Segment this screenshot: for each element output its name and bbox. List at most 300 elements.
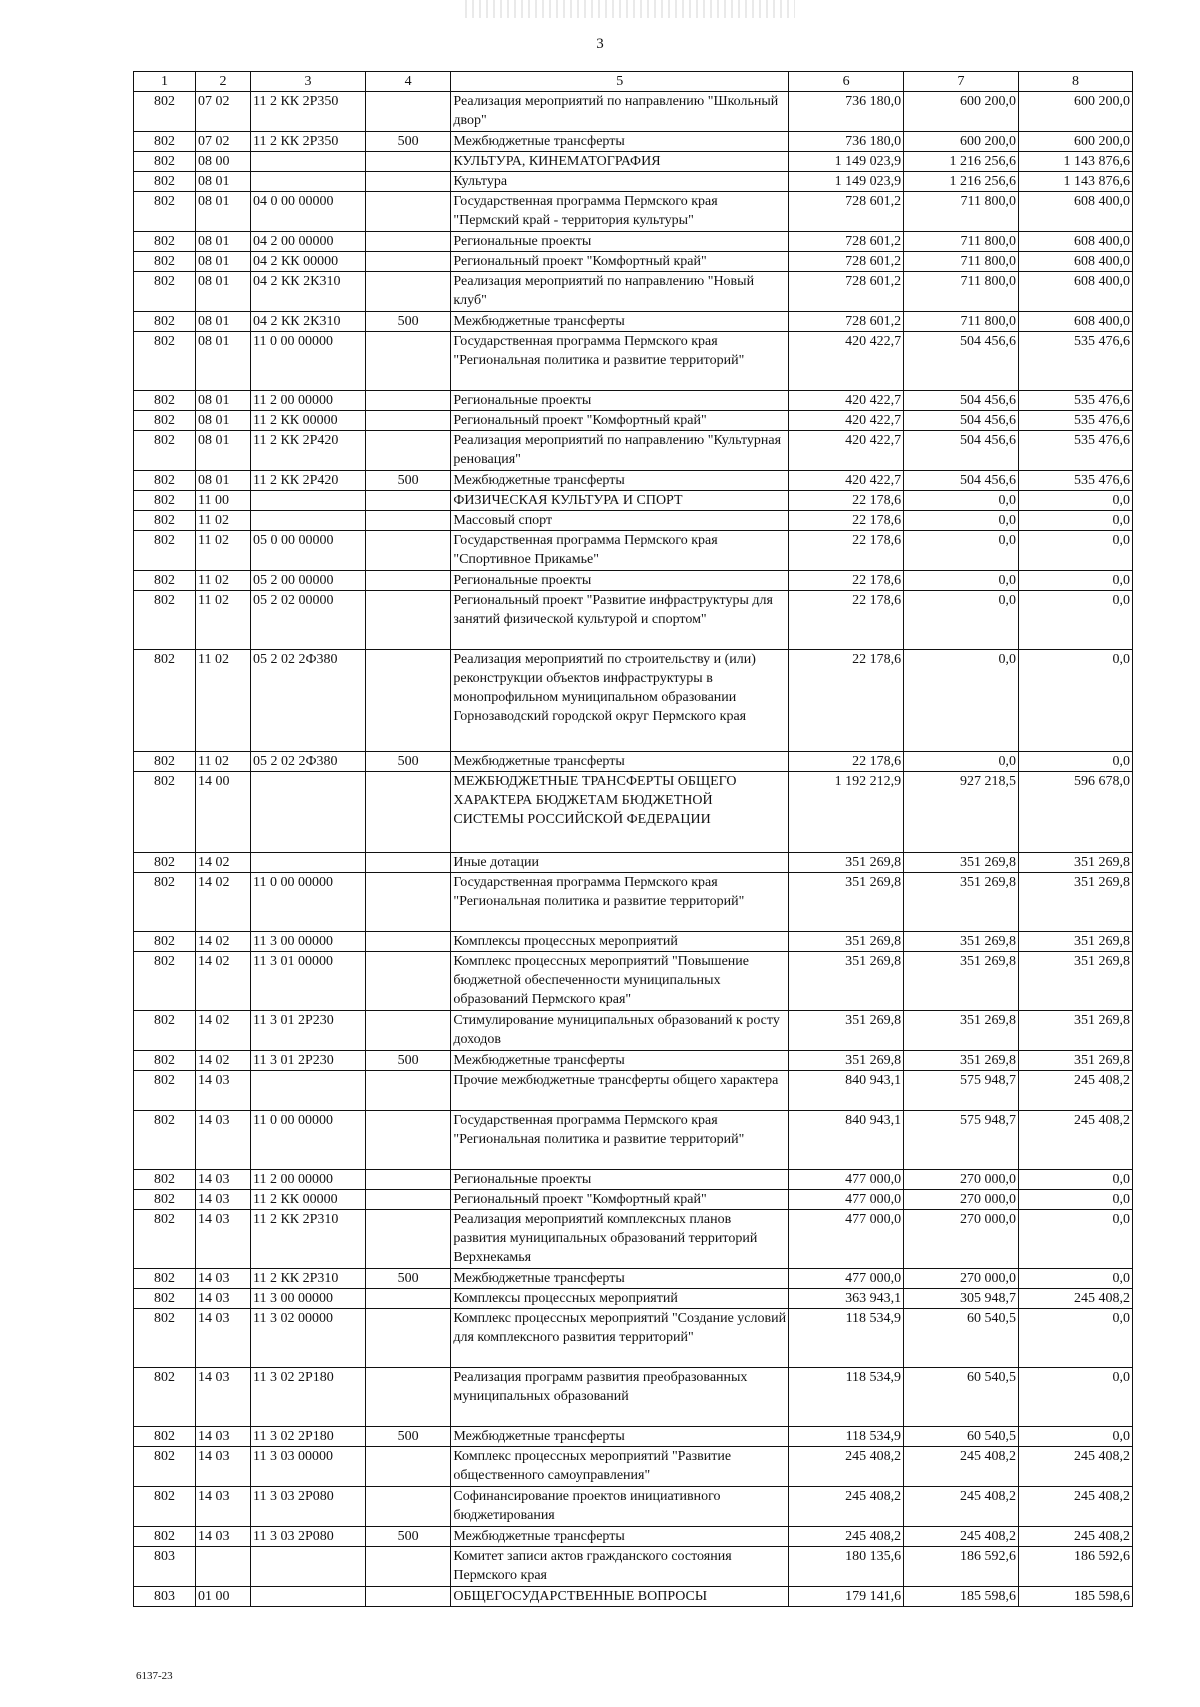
amount-year3-cell: 245 408,2 bbox=[1019, 1447, 1133, 1487]
table-row bbox=[134, 431, 1133, 471]
description-cell: Комплексы процессных мероприятий bbox=[451, 932, 789, 952]
section-code-cell: 08 01 bbox=[196, 431, 251, 471]
ministry-code-cell: 802 bbox=[134, 873, 196, 932]
description-cell: Культура bbox=[451, 172, 789, 192]
table-row bbox=[134, 1547, 1133, 1587]
amount-year1-cell: 840 943,1 bbox=[789, 1111, 904, 1170]
amount-year1-cell: 477 000,0 bbox=[789, 1190, 904, 1210]
description-cell: Массовый спорт bbox=[451, 511, 789, 531]
target-article-cell: 11 3 02 2Р180 bbox=[250, 1427, 365, 1447]
table-row bbox=[134, 1011, 1133, 1051]
amount-year2-cell: 245 408,2 bbox=[904, 1527, 1019, 1547]
table-row bbox=[134, 232, 1133, 252]
ministry-code-cell: 802 bbox=[134, 391, 196, 411]
description-cell: Государственная программа Пермского края "Пермский край - территория культуры" bbox=[451, 192, 789, 232]
expense-type-cell bbox=[365, 172, 450, 192]
section-code-cell: 14 02 bbox=[196, 1011, 251, 1051]
amount-year1-cell: 22 178,6 bbox=[789, 491, 904, 511]
amount-year3-cell: 245 408,2 bbox=[1019, 1111, 1133, 1170]
amount-year1-cell: 1 192 212,9 bbox=[789, 772, 904, 853]
target-article-cell: 11 3 03 2Р080 bbox=[250, 1487, 365, 1527]
description-cell: Региональный проект "Комфортный край" bbox=[451, 252, 789, 272]
table-row bbox=[134, 172, 1133, 192]
description-cell: Иные дотации bbox=[451, 853, 789, 873]
amount-year2-cell: 575 948,7 bbox=[904, 1071, 1019, 1111]
table-row bbox=[134, 1269, 1133, 1289]
amount-year1-cell: 728 601,2 bbox=[789, 252, 904, 272]
ministry-code-cell: 802 bbox=[134, 1111, 196, 1170]
table-row bbox=[134, 772, 1133, 853]
amount-year2-cell: 504 456,6 bbox=[904, 431, 1019, 471]
ministry-code-cell: 802 bbox=[134, 1269, 196, 1289]
amount-year2-cell: 245 408,2 bbox=[904, 1447, 1019, 1487]
table-row bbox=[134, 650, 1133, 752]
amount-year3-cell: 0,0 bbox=[1019, 1368, 1133, 1427]
section-code-cell: 08 01 bbox=[196, 411, 251, 431]
amount-year3-cell: 0,0 bbox=[1019, 531, 1133, 571]
amount-year1-cell: 351 269,8 bbox=[789, 873, 904, 932]
description-cell: Межбюджетные трансферты bbox=[451, 312, 789, 332]
amount-year3-cell: 1 143 876,6 bbox=[1019, 152, 1133, 172]
amount-year3-cell: 535 476,6 bbox=[1019, 411, 1133, 431]
expense-type-cell bbox=[365, 1447, 450, 1487]
amount-year1-cell: 1 149 023,9 bbox=[789, 152, 904, 172]
ministry-code-cell: 802 bbox=[134, 1210, 196, 1269]
amount-year1-cell: 351 269,8 bbox=[789, 1051, 904, 1071]
expense-type-cell: 500 bbox=[365, 1527, 450, 1547]
expense-type-cell bbox=[365, 1368, 450, 1427]
target-article-cell: 11 3 03 2Р080 bbox=[250, 1527, 365, 1547]
target-article-cell: 11 2 КК 2Р420 bbox=[250, 471, 365, 491]
section-code-cell: 14 02 bbox=[196, 853, 251, 873]
amount-year3-cell: 351 269,8 bbox=[1019, 1011, 1133, 1051]
amount-year2-cell: 351 269,8 bbox=[904, 1051, 1019, 1071]
description-cell: Государственная программа Пермского края "Региональная политика и развитие территорий" bbox=[451, 1111, 789, 1170]
amount-year1-cell: 245 408,2 bbox=[789, 1447, 904, 1487]
target-article-cell: 11 3 01 2Р230 bbox=[250, 1011, 365, 1051]
description-cell: Реализация мероприятий по направлению "Культурная реновация" bbox=[451, 431, 789, 471]
amount-year1-cell: 736 180,0 bbox=[789, 132, 904, 152]
ministry-code-cell: 802 bbox=[134, 491, 196, 511]
table-row bbox=[134, 873, 1133, 932]
amount-year1-cell: 118 534,9 bbox=[789, 1368, 904, 1427]
section-code-cell: 07 02 bbox=[196, 132, 251, 152]
amount-year2-cell: 504 456,6 bbox=[904, 332, 1019, 391]
ministry-code-cell: 802 bbox=[134, 1487, 196, 1527]
table-row bbox=[134, 312, 1133, 332]
section-code-cell: 14 03 bbox=[196, 1487, 251, 1527]
amount-year2-cell: 0,0 bbox=[904, 591, 1019, 650]
table-row bbox=[134, 1487, 1133, 1527]
expense-type-cell bbox=[365, 1011, 450, 1051]
amount-year1-cell: 420 422,7 bbox=[789, 431, 904, 471]
scan-artifact bbox=[465, 0, 795, 18]
table-row bbox=[134, 132, 1133, 152]
table-row bbox=[134, 391, 1133, 411]
amount-year2-cell: 711 800,0 bbox=[904, 192, 1019, 232]
ministry-code-cell: 802 bbox=[134, 772, 196, 853]
description-cell: Региональный проект "Комфортный край" bbox=[451, 1190, 789, 1210]
ministry-code-cell: 802 bbox=[134, 272, 196, 312]
amount-year2-cell: 504 456,6 bbox=[904, 411, 1019, 431]
amount-year3-cell: 608 400,0 bbox=[1019, 232, 1133, 252]
amount-year1-cell: 22 178,6 bbox=[789, 511, 904, 531]
ministry-code-cell: 802 bbox=[134, 1051, 196, 1071]
amount-year2-cell: 351 269,8 bbox=[904, 932, 1019, 952]
amount-year2-cell: 575 948,7 bbox=[904, 1111, 1019, 1170]
target-article-cell: 04 2 00 00000 bbox=[250, 232, 365, 252]
amount-year2-cell: 351 269,8 bbox=[904, 1011, 1019, 1051]
target-article-cell bbox=[250, 1547, 365, 1587]
target-article-cell: 11 2 КК 2Р420 bbox=[250, 431, 365, 471]
table-row bbox=[134, 591, 1133, 650]
expense-type-cell bbox=[365, 650, 450, 752]
expense-type-cell bbox=[365, 772, 450, 853]
expense-type-cell bbox=[365, 1190, 450, 1210]
amount-year1-cell: 118 534,9 bbox=[789, 1309, 904, 1368]
table-row bbox=[134, 332, 1133, 391]
ministry-code-cell: 803 bbox=[134, 1547, 196, 1587]
amount-year3-cell: 245 408,2 bbox=[1019, 1071, 1133, 1111]
section-code-cell: 14 03 bbox=[196, 1427, 251, 1447]
expense-type-cell bbox=[365, 531, 450, 571]
amount-year1-cell: 477 000,0 bbox=[789, 1269, 904, 1289]
header-cell: 3 bbox=[250, 72, 365, 92]
section-code-cell: 14 03 bbox=[196, 1190, 251, 1210]
amount-year3-cell: 0,0 bbox=[1019, 1210, 1133, 1269]
amount-year2-cell: 1 216 256,6 bbox=[904, 172, 1019, 192]
amount-year2-cell: 504 456,6 bbox=[904, 391, 1019, 411]
description-cell: Межбюджетные трансферты bbox=[451, 752, 789, 772]
amount-year2-cell: 711 800,0 bbox=[904, 312, 1019, 332]
ministry-code-cell: 802 bbox=[134, 1071, 196, 1111]
amount-year1-cell: 736 180,0 bbox=[789, 92, 904, 132]
table-row bbox=[134, 853, 1133, 873]
amount-year1-cell: 245 408,2 bbox=[789, 1527, 904, 1547]
target-article-cell: 04 2 КК 2К310 bbox=[250, 272, 365, 312]
expense-type-cell bbox=[365, 1289, 450, 1309]
amount-year2-cell: 270 000,0 bbox=[904, 1190, 1019, 1210]
table-row bbox=[134, 92, 1133, 132]
amount-year1-cell: 420 422,7 bbox=[789, 411, 904, 431]
target-article-cell bbox=[250, 1071, 365, 1111]
section-code-cell: 14 03 bbox=[196, 1071, 251, 1111]
table-row bbox=[134, 252, 1133, 272]
table-row bbox=[134, 932, 1133, 952]
description-cell: Государственная программа Пермского края "Спортивное Прикамье" bbox=[451, 531, 789, 571]
amount-year3-cell: 600 200,0 bbox=[1019, 92, 1133, 132]
target-article-cell bbox=[250, 172, 365, 192]
section-code-cell: 08 01 bbox=[196, 391, 251, 411]
amount-year3-cell: 0,0 bbox=[1019, 1427, 1133, 1447]
amount-year3-cell: 0,0 bbox=[1019, 571, 1133, 591]
section-code-cell: 11 02 bbox=[196, 752, 251, 772]
expense-type-cell bbox=[365, 591, 450, 650]
section-code-cell: 08 01 bbox=[196, 272, 251, 312]
section-code-cell: 08 01 bbox=[196, 312, 251, 332]
section-code-cell: 11 00 bbox=[196, 491, 251, 511]
amount-year3-cell: 351 269,8 bbox=[1019, 873, 1133, 932]
ministry-code-cell: 802 bbox=[134, 471, 196, 491]
section-code-cell: 14 03 bbox=[196, 1269, 251, 1289]
table-row bbox=[134, 1527, 1133, 1547]
amount-year2-cell: 0,0 bbox=[904, 571, 1019, 591]
ministry-code-cell: 802 bbox=[134, 511, 196, 531]
amount-year3-cell: 0,0 bbox=[1019, 752, 1133, 772]
section-code-cell: 14 02 bbox=[196, 932, 251, 952]
table-row bbox=[134, 1170, 1133, 1190]
table-row bbox=[134, 1289, 1133, 1309]
section-code-cell: 14 03 bbox=[196, 1527, 251, 1547]
expense-type-cell bbox=[365, 571, 450, 591]
header-cell: 4 bbox=[365, 72, 450, 92]
amount-year1-cell: 245 408,2 bbox=[789, 1487, 904, 1527]
amount-year2-cell: 927 218,5 bbox=[904, 772, 1019, 853]
amount-year1-cell: 728 601,2 bbox=[789, 272, 904, 312]
amount-year2-cell: 270 000,0 bbox=[904, 1210, 1019, 1269]
amount-year1-cell: 1 149 023,9 bbox=[789, 172, 904, 192]
ministry-code-cell: 802 bbox=[134, 932, 196, 952]
amount-year2-cell: 600 200,0 bbox=[904, 92, 1019, 132]
section-code-cell: 14 03 bbox=[196, 1111, 251, 1170]
amount-year3-cell: 596 678,0 bbox=[1019, 772, 1133, 853]
target-article-cell bbox=[250, 853, 365, 873]
description-cell: КУЛЬТУРА, КИНЕМАТОГРАФИЯ bbox=[451, 152, 789, 172]
section-code-cell: 14 03 bbox=[196, 1170, 251, 1190]
section-code-cell: 14 03 bbox=[196, 1368, 251, 1427]
description-cell: ОБЩЕГОСУДАРСТВЕННЫЕ ВОПРОСЫ bbox=[451, 1587, 789, 1607]
amount-year3-cell: 351 269,8 bbox=[1019, 1051, 1133, 1071]
table-row bbox=[134, 952, 1133, 1011]
section-code-cell: 14 03 bbox=[196, 1210, 251, 1269]
amount-year2-cell: 60 540,5 bbox=[904, 1309, 1019, 1368]
table-row bbox=[134, 491, 1133, 511]
amount-year3-cell: 351 269,8 bbox=[1019, 853, 1133, 873]
target-article-cell: 11 2 КК 00000 bbox=[250, 1190, 365, 1210]
expense-type-cell bbox=[365, 391, 450, 411]
expense-type-cell bbox=[365, 873, 450, 932]
table-row bbox=[134, 272, 1133, 312]
amount-year2-cell: 270 000,0 bbox=[904, 1269, 1019, 1289]
expense-type-cell: 500 bbox=[365, 1051, 450, 1071]
amount-year3-cell: 351 269,8 bbox=[1019, 952, 1133, 1011]
amount-year2-cell: 711 800,0 bbox=[904, 272, 1019, 312]
description-cell: Комплекс процессных мероприятий "Развитие общественного самоуправления" bbox=[451, 1447, 789, 1487]
table-row bbox=[134, 571, 1133, 591]
target-article-cell: 11 2 КК 2Р350 bbox=[250, 132, 365, 152]
description-cell: Межбюджетные трансферты bbox=[451, 1527, 789, 1547]
description-cell: Комплекс процессных мероприятий "Создание условий для комплексного развития территорий" bbox=[451, 1309, 789, 1368]
ministry-code-cell: 802 bbox=[134, 1527, 196, 1547]
expense-type-cell bbox=[365, 152, 450, 172]
section-code-cell: 08 01 bbox=[196, 332, 251, 391]
ministry-code-cell: 802 bbox=[134, 172, 196, 192]
amount-year3-cell: 535 476,6 bbox=[1019, 431, 1133, 471]
section-code-cell: 14 03 bbox=[196, 1289, 251, 1309]
description-cell: Реализация программ развития преобразованных муниципальных образований bbox=[451, 1368, 789, 1427]
ministry-code-cell: 802 bbox=[134, 591, 196, 650]
ministry-code-cell: 802 bbox=[134, 1427, 196, 1447]
amount-year2-cell: 351 269,8 bbox=[904, 853, 1019, 873]
amount-year2-cell: 185 598,6 bbox=[904, 1587, 1019, 1607]
table-row bbox=[134, 1071, 1133, 1111]
table-row bbox=[134, 471, 1133, 491]
amount-year1-cell: 180 135,6 bbox=[789, 1547, 904, 1587]
amount-year1-cell: 118 534,9 bbox=[789, 1427, 904, 1447]
amount-year1-cell: 22 178,6 bbox=[789, 571, 904, 591]
expense-type-cell bbox=[365, 511, 450, 531]
amount-year2-cell: 186 592,6 bbox=[904, 1547, 1019, 1587]
description-cell: Региональные проекты bbox=[451, 571, 789, 591]
target-article-cell: 11 0 00 00000 bbox=[250, 873, 365, 932]
description-cell: Межбюджетные трансферты bbox=[451, 1269, 789, 1289]
expense-type-cell bbox=[365, 431, 450, 471]
table-row bbox=[134, 1111, 1133, 1170]
table-row bbox=[134, 1427, 1133, 1447]
section-code-cell: 11 02 bbox=[196, 650, 251, 752]
budget-table bbox=[133, 71, 1133, 1607]
expense-type-cell: 500 bbox=[365, 1427, 450, 1447]
target-article-cell: 11 3 03 00000 bbox=[250, 1447, 365, 1487]
expense-type-cell: 500 bbox=[365, 752, 450, 772]
section-code-cell: 08 01 bbox=[196, 232, 251, 252]
section-code-cell: 14 02 bbox=[196, 873, 251, 932]
expense-type-cell bbox=[365, 1309, 450, 1368]
description-cell: Региональный проект "Комфортный край" bbox=[451, 411, 789, 431]
amount-year3-cell: 0,0 bbox=[1019, 1309, 1133, 1368]
expense-type-cell bbox=[365, 332, 450, 391]
ministry-code-cell: 802 bbox=[134, 132, 196, 152]
description-cell: Региональный проект "Развитие инфраструктуры для занятий физической культурой и спортом" bbox=[451, 591, 789, 650]
target-article-cell: 11 2 КК 00000 bbox=[250, 411, 365, 431]
target-article-cell: 11 2 КК 2Р350 bbox=[250, 92, 365, 132]
description-cell: Межбюджетные трансферты bbox=[451, 471, 789, 491]
table-body bbox=[134, 92, 1133, 1607]
amount-year1-cell: 728 601,2 bbox=[789, 192, 904, 232]
amount-year1-cell: 363 943,1 bbox=[789, 1289, 904, 1309]
amount-year1-cell: 351 269,8 bbox=[789, 932, 904, 952]
amount-year3-cell: 0,0 bbox=[1019, 1170, 1133, 1190]
ministry-code-cell: 802 bbox=[134, 252, 196, 272]
table-row bbox=[134, 411, 1133, 431]
table-row bbox=[134, 1210, 1133, 1269]
ministry-code-cell: 802 bbox=[134, 531, 196, 571]
target-article-cell: 04 0 00 00000 bbox=[250, 192, 365, 232]
target-article-cell: 11 3 00 00000 bbox=[250, 1289, 365, 1309]
description-cell: Межбюджетные трансферты bbox=[451, 132, 789, 152]
amount-year2-cell: 1 216 256,6 bbox=[904, 152, 1019, 172]
amount-year2-cell: 305 948,7 bbox=[904, 1289, 1019, 1309]
ministry-code-cell: 802 bbox=[134, 1309, 196, 1368]
target-article-cell: 05 2 02 2Ф380 bbox=[250, 650, 365, 752]
amount-year2-cell: 270 000,0 bbox=[904, 1170, 1019, 1190]
amount-year3-cell: 245 408,2 bbox=[1019, 1289, 1133, 1309]
amount-year3-cell: 535 476,6 bbox=[1019, 332, 1133, 391]
table-row bbox=[134, 1051, 1133, 1071]
amount-year2-cell: 351 269,8 bbox=[904, 952, 1019, 1011]
header-cell: 7 bbox=[904, 72, 1019, 92]
target-article-cell: 05 2 02 2Ф380 bbox=[250, 752, 365, 772]
target-article-cell: 11 0 00 00000 bbox=[250, 1111, 365, 1170]
section-code-cell: 08 01 bbox=[196, 172, 251, 192]
header-cell: 5 bbox=[451, 72, 789, 92]
amount-year3-cell: 608 400,0 bbox=[1019, 272, 1133, 312]
amount-year3-cell: 0,0 bbox=[1019, 591, 1133, 650]
section-code-cell bbox=[196, 1547, 251, 1587]
target-article-cell: 04 2 КК 2К310 bbox=[250, 312, 365, 332]
section-code-cell: 11 02 bbox=[196, 531, 251, 571]
target-article-cell: 11 2 КК 2Р310 bbox=[250, 1269, 365, 1289]
amount-year1-cell: 420 422,7 bbox=[789, 471, 904, 491]
amount-year1-cell: 728 601,2 bbox=[789, 312, 904, 332]
ministry-code-cell: 802 bbox=[134, 752, 196, 772]
section-code-cell: 14 02 bbox=[196, 1051, 251, 1071]
table-row bbox=[134, 1587, 1133, 1607]
amount-year3-cell: 0,0 bbox=[1019, 1190, 1133, 1210]
section-code-cell: 08 01 bbox=[196, 471, 251, 491]
header-cell: 1 bbox=[134, 72, 196, 92]
target-article-cell: 11 3 01 00000 bbox=[250, 952, 365, 1011]
target-article-cell bbox=[250, 772, 365, 853]
ministry-code-cell: 802 bbox=[134, 952, 196, 1011]
header-cell: 6 bbox=[789, 72, 904, 92]
section-code-cell: 14 03 bbox=[196, 1447, 251, 1487]
expense-type-cell bbox=[365, 1111, 450, 1170]
amount-year3-cell: 351 269,8 bbox=[1019, 932, 1133, 952]
amount-year1-cell: 420 422,7 bbox=[789, 391, 904, 411]
amount-year2-cell: 0,0 bbox=[904, 650, 1019, 752]
amount-year3-cell: 245 408,2 bbox=[1019, 1527, 1133, 1547]
expense-type-cell bbox=[365, 411, 450, 431]
amount-year1-cell: 477 000,0 bbox=[789, 1170, 904, 1190]
amount-year2-cell: 0,0 bbox=[904, 752, 1019, 772]
section-code-cell: 07 02 bbox=[196, 92, 251, 132]
amount-year3-cell: 608 400,0 bbox=[1019, 312, 1133, 332]
amount-year3-cell: 245 408,2 bbox=[1019, 1487, 1133, 1527]
ministry-code-cell: 802 bbox=[134, 1170, 196, 1190]
expense-type-cell bbox=[365, 1210, 450, 1269]
ministry-code-cell: 802 bbox=[134, 571, 196, 591]
amount-year1-cell: 840 943,1 bbox=[789, 1071, 904, 1111]
ministry-code-cell: 802 bbox=[134, 332, 196, 391]
ministry-code-cell: 802 bbox=[134, 312, 196, 332]
target-article-cell: 11 2 00 00000 bbox=[250, 1170, 365, 1190]
section-code-cell: 11 02 bbox=[196, 511, 251, 531]
amount-year1-cell: 22 178,6 bbox=[789, 531, 904, 571]
amount-year1-cell: 351 269,8 bbox=[789, 952, 904, 1011]
ministry-code-cell: 802 bbox=[134, 1447, 196, 1487]
section-code-cell: 08 01 bbox=[196, 192, 251, 232]
expense-type-cell bbox=[365, 92, 450, 132]
amount-year2-cell: 0,0 bbox=[904, 491, 1019, 511]
section-code-cell: 11 02 bbox=[196, 591, 251, 650]
expense-type-cell bbox=[365, 932, 450, 952]
description-cell: Софинансирование проектов инициативного бюджетирования bbox=[451, 1487, 789, 1527]
expense-type-cell: 500 bbox=[365, 1269, 450, 1289]
expense-type-cell bbox=[365, 1547, 450, 1587]
description-cell: Государственная программа Пермского края "Региональная политика и развитие территорий" bbox=[451, 873, 789, 932]
amount-year3-cell: 608 400,0 bbox=[1019, 192, 1133, 232]
amount-year1-cell: 420 422,7 bbox=[789, 332, 904, 391]
table-row bbox=[134, 152, 1133, 172]
expense-type-cell bbox=[365, 192, 450, 232]
table-row bbox=[134, 1368, 1133, 1427]
target-article-cell: 11 2 00 00000 bbox=[250, 391, 365, 411]
target-article-cell: 11 0 00 00000 bbox=[250, 332, 365, 391]
ministry-code-cell: 802 bbox=[134, 853, 196, 873]
amount-year1-cell: 477 000,0 bbox=[789, 1210, 904, 1269]
expense-type-cell bbox=[365, 232, 450, 252]
